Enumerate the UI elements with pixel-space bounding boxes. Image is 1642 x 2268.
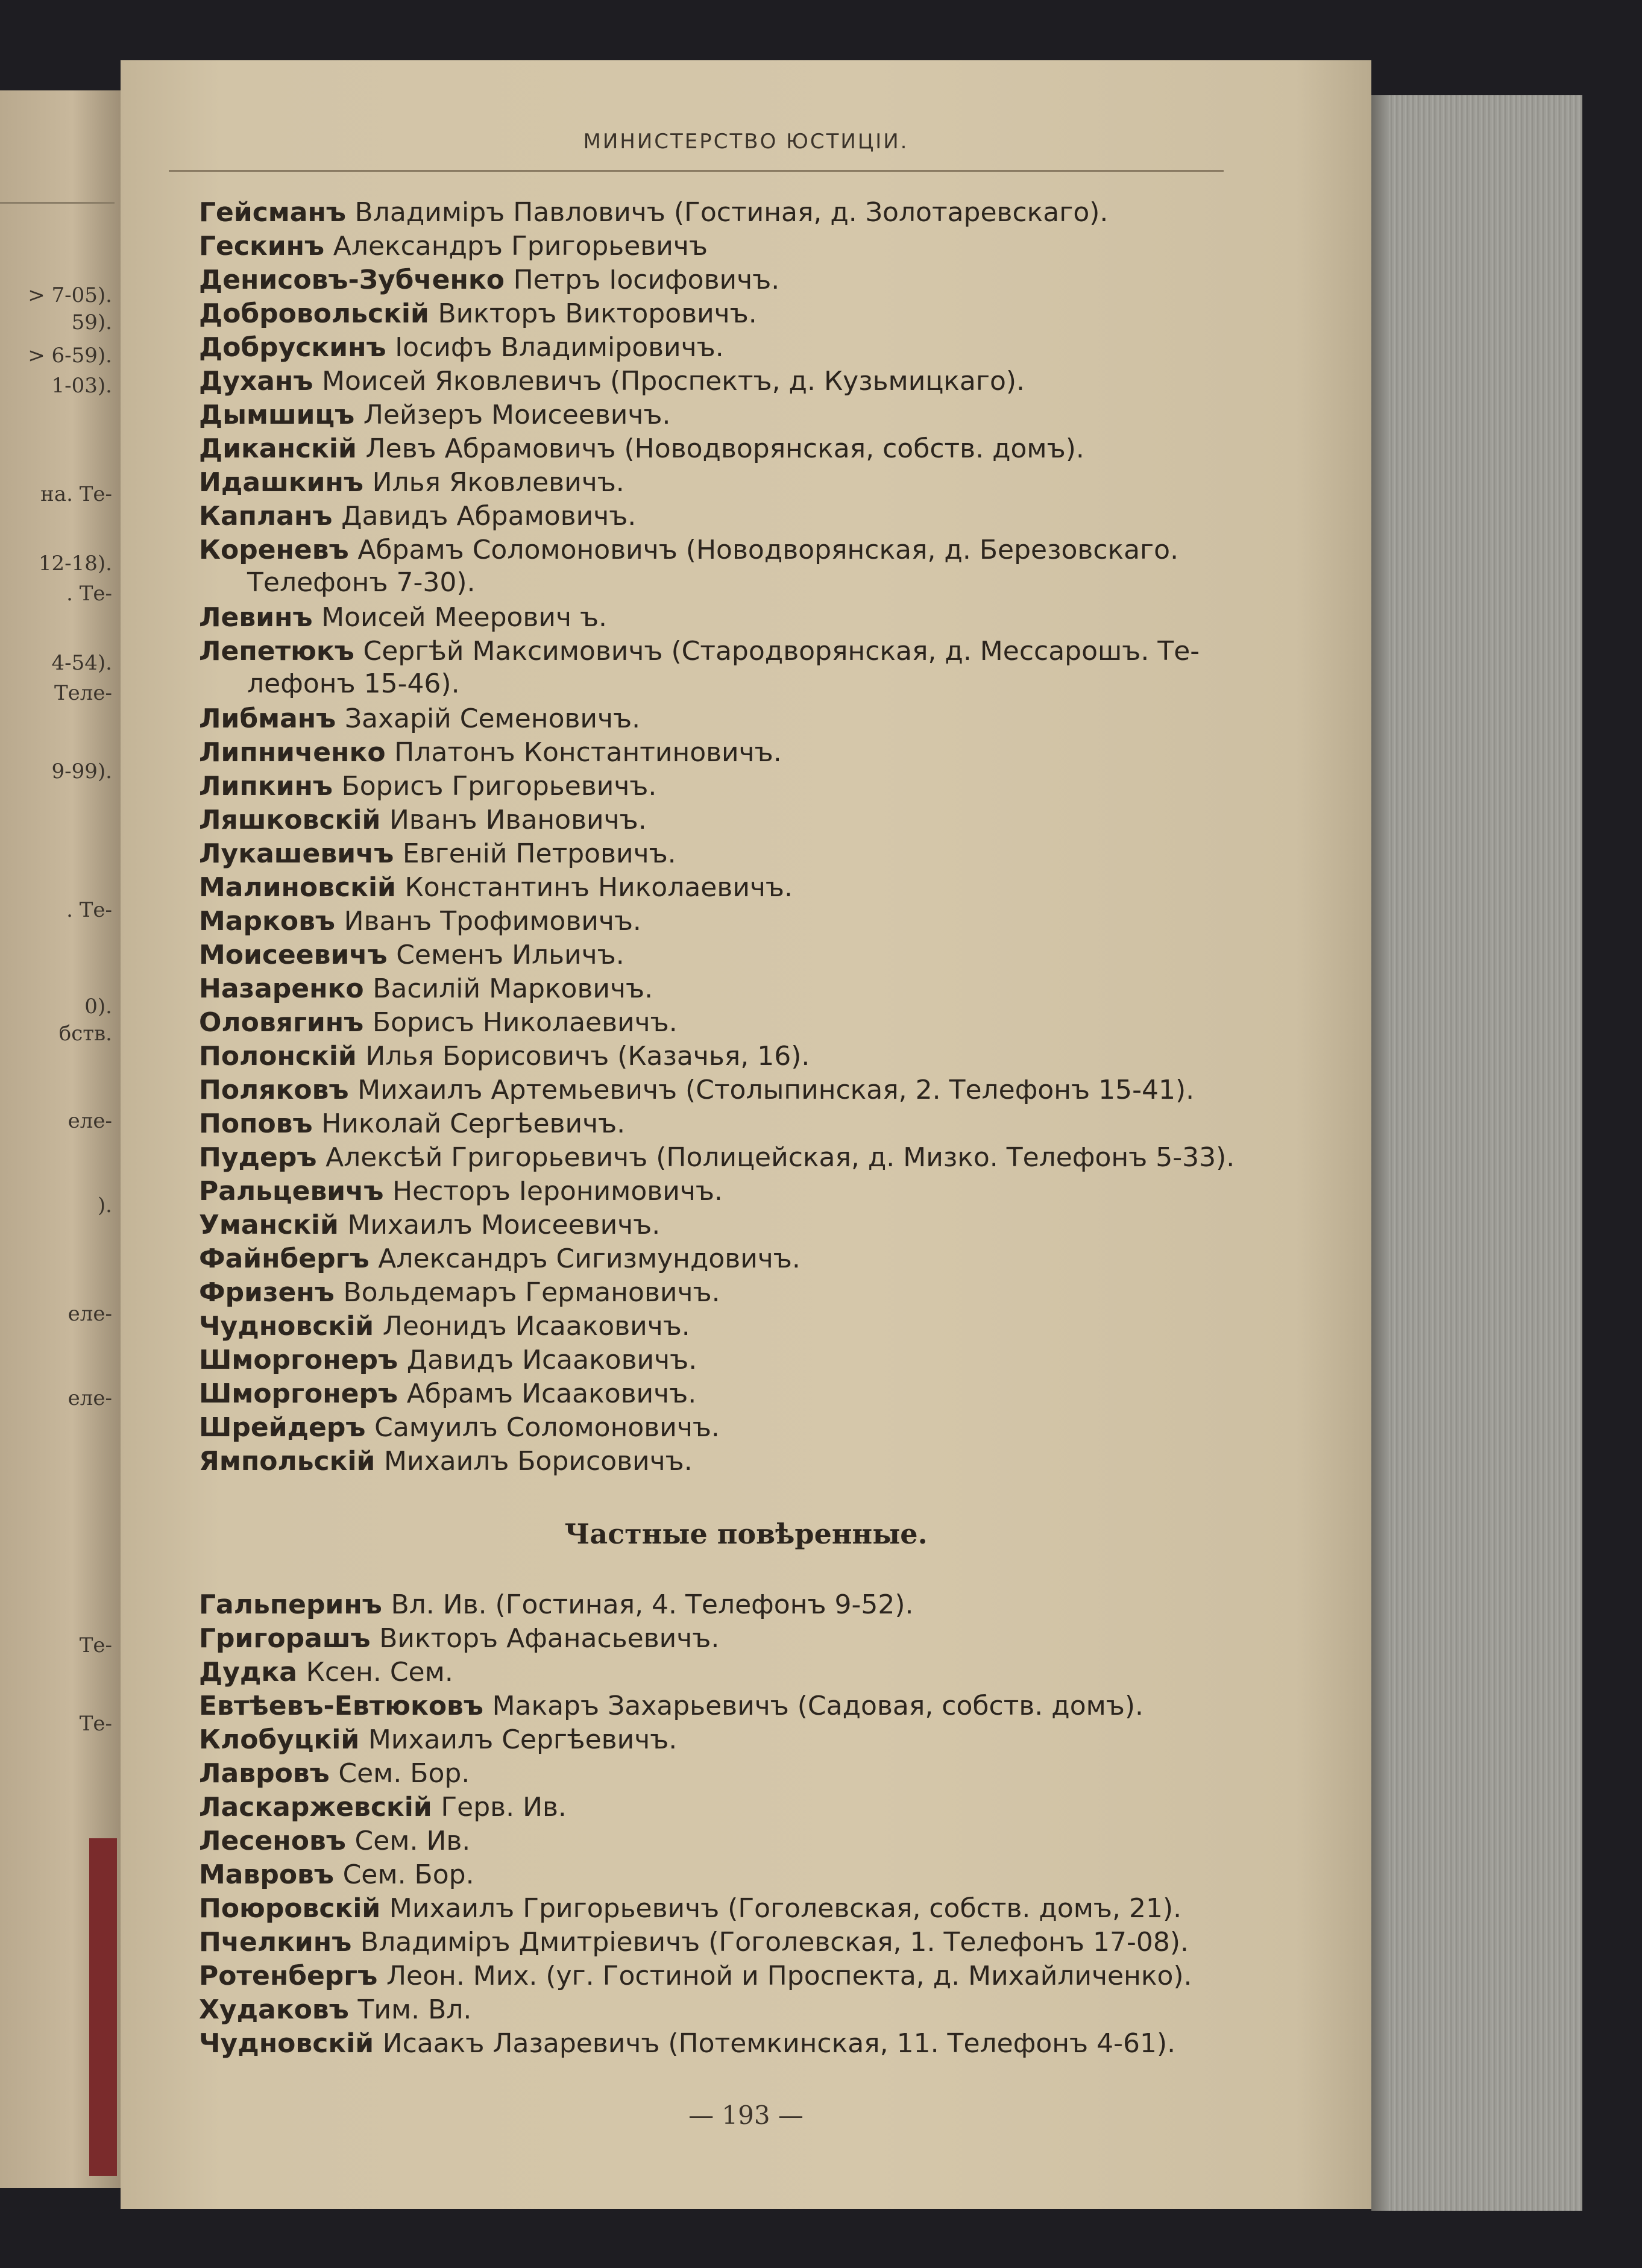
entry-details: Михаилъ Артемьевичъ (Столыпинская, 2. Телефонъ 15-41). <box>357 1075 1195 1105</box>
list-item <box>199 1619 1344 1657</box>
list-item <box>199 1138 1344 1176</box>
entry-surname: Лесеновъ <box>199 1826 346 1856</box>
entry-surname: Ямпольскій <box>199 1446 376 1477</box>
entry-surname: Ласкаржевскій <box>199 1792 432 1823</box>
entry-surname: Добровольскій <box>199 298 429 329</box>
entry-surname: Ральцевичъ <box>199 1176 384 1207</box>
entry-surname: Гальперинъ <box>199 1589 382 1620</box>
left-fragment: . Те- <box>66 898 112 922</box>
list-item <box>199 1172 1344 1210</box>
list-item <box>199 1956 1344 1995</box>
entry-surname: Полонскій <box>199 1041 357 1072</box>
entry-surname: Поляковъ <box>199 1075 349 1105</box>
entry-surname: Фризенъ <box>199 1277 335 1308</box>
entry-details: Давидъ Абрамовичъ. <box>341 501 637 532</box>
list-item <box>199 632 1344 670</box>
entry-surname: Денисовъ-Зубченко <box>199 265 505 295</box>
list-item <box>199 1374 1344 1413</box>
left-fragment: 12-18). <box>38 551 112 576</box>
entry-details: Герв. Ив. <box>441 1792 567 1823</box>
entry-surname: Шморгонеръ <box>199 1345 398 1375</box>
left-fragment: 0). <box>84 994 112 1019</box>
list-item <box>199 969 1344 1008</box>
entry-details: Макаръ Захарьевичъ (Садовая, собств. домъ). <box>492 1691 1144 1721</box>
list-item <box>199 2024 1344 2062</box>
section-title: Частные повѣренные. <box>564 1518 928 1550</box>
list-item <box>199 1585 1344 1624</box>
entry-surname: Либманъ <box>199 703 336 734</box>
list-item <box>199 193 1344 231</box>
entry-surname: Кореневъ <box>199 535 349 565</box>
left-fragment: Те- <box>79 1712 112 1736</box>
entry-surname: Файнбергъ <box>199 1243 370 1274</box>
list-item <box>199 362 1344 400</box>
list-item <box>199 429 1344 468</box>
list-item <box>199 834 1344 873</box>
entry-continuation: Телефонъ 7-30). <box>247 567 476 598</box>
entry-surname: Дудка <box>199 1657 297 1688</box>
entry-details: Викторъ Викторовичъ. <box>438 298 757 329</box>
list-item <box>199 294 1344 333</box>
list-item <box>199 1990 1344 2029</box>
entry-details: Сем. Ив. <box>354 1826 471 1856</box>
list-item <box>199 1003 1344 1041</box>
list-item <box>199 530 1344 569</box>
entry-surname: Идашкинъ <box>199 467 363 498</box>
list-item <box>199 1754 1344 1792</box>
entry-details: Петръ Іосифовичъ. <box>513 265 780 295</box>
entry-details: Самуилъ Соломоновичъ. <box>374 1412 720 1443</box>
entry-details: Николай Сергѣевичъ. <box>321 1108 626 1139</box>
entry-surname: Малиновскій <box>199 872 396 903</box>
list-item <box>199 1442 1344 1480</box>
entry-details: Василій Марковичъ. <box>373 973 653 1004</box>
entry-surname: Диканскій <box>199 433 357 464</box>
entry-surname: Пчелкинъ <box>199 1927 352 1958</box>
entry-details: Борисъ Николаевичъ. <box>372 1007 678 1038</box>
entry-details: Алексѣй Григорьевичъ (Полицейская, д. Мизко. Телефонъ 5-33). <box>326 1142 1235 1173</box>
entry-details: Иванъ Трофимовичъ. <box>344 906 641 937</box>
list-item <box>199 1889 1344 1927</box>
entry-details: Борисъ Григорьевичъ. <box>341 771 657 802</box>
left-page-rule <box>0 202 115 204</box>
entry-surname: Добрускинъ <box>199 332 386 363</box>
entry-details: Константинъ Николаевичъ. <box>404 872 793 903</box>
list-item <box>199 800 1344 839</box>
list-item <box>199 395 1344 434</box>
entry-details: Михаилъ Борисовичъ. <box>384 1446 693 1477</box>
book-spine <box>89 1838 117 2176</box>
entry-details: Леон. Мих. (уг. Гостиной и Проспекта, д. Михайличенко). <box>386 1961 1192 1991</box>
entry-surname: Худаковъ <box>199 1994 349 2025</box>
entry-details: Абрамъ Соломоновичъ (Новодворянская, д. Березовскаго. <box>357 535 1179 565</box>
left-fragment: 9-99). <box>51 759 112 784</box>
list-item <box>199 227 1344 265</box>
entry-details: Іосифъ Владиміровичъ. <box>395 332 724 363</box>
list-item <box>199 1855 1344 1894</box>
entry-details: Абрамъ Исааковичъ. <box>406 1378 697 1409</box>
entry-details: Ксен. Сем. <box>306 1657 453 1688</box>
entry-details: Евгеній Петровичъ. <box>402 838 676 869</box>
list-item <box>199 1686 1344 1725</box>
left-fragment: еле- <box>68 1109 112 1133</box>
entry-details: Давидъ Исааковичъ. <box>406 1345 697 1375</box>
entry-surname: Пудеръ <box>199 1142 317 1173</box>
left-fragment: Те- <box>79 1633 112 1657</box>
entry-surname: Моисеевичъ <box>199 940 388 970</box>
entry-surname: Клобуцкій <box>199 1724 360 1755</box>
entry-surname: Поповъ <box>199 1108 313 1139</box>
left-fragment: еле- <box>68 1302 112 1326</box>
entry-surname: Левинъ <box>199 602 313 633</box>
entry-details: Александръ Григорьевичъ <box>333 231 708 262</box>
left-fragment: > 7-05). <box>28 283 112 307</box>
list-item <box>199 1821 1344 1860</box>
entry-details: Моисей Яковлевичъ (Проспектъ, д. Кузьмицкаго). <box>322 366 1025 397</box>
entry-surname: Оловягинъ <box>199 1007 364 1038</box>
entry-details: Илья Борисовичъ (Казачья, 16). <box>365 1041 810 1072</box>
list-item <box>199 733 1344 771</box>
list-item <box>199 935 1344 974</box>
entry-surname: Дымшицъ <box>199 400 355 430</box>
list-item <box>199 902 1344 940</box>
page-block-edge <box>1371 95 1582 2211</box>
entry-surname: Ляшковскій <box>199 805 381 835</box>
page-block-shadow <box>1371 95 1389 2211</box>
left-fragment: 4-54). <box>51 651 112 675</box>
entry-surname: Липниченко <box>199 737 386 768</box>
list-item <box>199 1788 1344 1826</box>
list-item <box>199 1307 1344 1345</box>
entry-surname: Лукашевичъ <box>199 838 394 869</box>
left-fragment: 1-03). <box>51 374 112 398</box>
list-item <box>199 1239 1344 1278</box>
entry-details: Захарій Семеновичъ. <box>344 703 641 734</box>
entry-details: Александръ Сигизмундовичъ. <box>378 1243 801 1274</box>
entry-details: Викторъ Афанасьевичъ. <box>379 1623 720 1654</box>
entry-details: Несторъ Іеронимовичъ. <box>392 1176 723 1207</box>
entry-continuation: лефонъ 15-46). <box>247 668 460 699</box>
list-item <box>199 260 1344 299</box>
left-fragment: . Те- <box>66 582 112 606</box>
entry-surname: Мавровъ <box>199 1859 334 1890</box>
list-item <box>199 1340 1344 1379</box>
entry-details: Семенъ Ильичъ. <box>396 940 624 970</box>
left-fragment: > 6-59). <box>28 344 112 368</box>
entry-details: Иванъ Ивановичъ. <box>389 805 647 835</box>
main-page <box>121 60 1371 2209</box>
list-item <box>199 1653 1344 1691</box>
entry-surname: Духанъ <box>199 366 313 397</box>
entry-details: Вольдемаръ Германовичъ. <box>343 1277 720 1308</box>
list-item <box>199 1720 1344 1759</box>
entry-surname: Лепетюкъ <box>199 636 354 667</box>
left-fragment: Теле- <box>54 681 112 705</box>
entry-details: Лейзеръ Моисеевичъ. <box>363 400 671 430</box>
entry-surname: Лавровъ <box>199 1758 330 1789</box>
list-item <box>199 1070 1344 1109</box>
list-item <box>199 1273 1344 1311</box>
entry-surname: Назаренко <box>199 973 364 1004</box>
entry-surname: Григорашъ <box>199 1623 371 1654</box>
list-item <box>199 497 1344 535</box>
header-rule <box>169 170 1224 172</box>
entry-surname: Поюровскій <box>199 1893 381 1924</box>
entry-surname: Евтѣевъ-Евтюковъ <box>199 1691 483 1721</box>
entry-surname: Уманскій <box>199 1210 339 1240</box>
list-item <box>199 1104 1344 1143</box>
list-item <box>199 1037 1344 1075</box>
entry-surname: Гескинъ <box>199 231 325 262</box>
entry-details: Тим. Вл. <box>357 1994 472 2025</box>
list-item <box>199 868 1344 906</box>
entry-surname: Шрейдеръ <box>199 1412 366 1443</box>
list-item <box>199 463 1344 501</box>
running-header: МИНИСТЕРСТВО ЮСТИЦІИ. <box>583 130 909 154</box>
entry-details: Исаакъ Лазаревичъ (Потемкинская, 11. Телефонъ 4-61). <box>382 2028 1176 2059</box>
entry-details: Моисей Меерович ъ. <box>321 602 608 633</box>
entry-details: Платонъ Константиновичъ. <box>394 737 782 768</box>
entry-surname: Чудновскій <box>199 1311 374 1342</box>
entry-details: Михаилъ Моисеевичъ. <box>347 1210 661 1240</box>
left-fragment: 59). <box>71 310 112 335</box>
list-item <box>199 328 1344 366</box>
entry-details: Илья Яковлевичъ. <box>372 467 624 498</box>
list-item <box>199 598 1344 636</box>
entry-surname: Ротенбергъ <box>199 1961 378 1991</box>
left-fragment: на. Те- <box>40 482 112 506</box>
list-item <box>199 1923 1344 1961</box>
entry-details: Михаилъ Сергѣевичъ. <box>368 1724 678 1755</box>
left-fragment: еле- <box>68 1386 112 1410</box>
entry-details: Михаилъ Григорьевичъ (Гоголевская, собств. домъ, 21). <box>389 1893 1182 1924</box>
entry-details: Сем. Бор. <box>342 1859 474 1890</box>
entry-details: Сем. Бор. <box>338 1758 470 1789</box>
entry-surname: Капланъ <box>199 501 333 532</box>
entry-surname: Гейсманъ <box>199 197 346 228</box>
entry-surname: Чудновскій <box>199 2028 374 2059</box>
left-fragment: бств. <box>58 1022 112 1046</box>
list-item <box>199 1408 1344 1447</box>
entry-details: Владиміръ Павловичъ (Гостиная, д. Золотаревскаго). <box>354 197 1109 228</box>
list-item <box>199 1205 1344 1244</box>
entry-details: Вл. Ив. (Гостиная, 4. Телефонъ 9-52). <box>391 1589 914 1620</box>
list-item <box>199 767 1344 805</box>
entry-details: Владиміръ Дмитріевичъ (Гоголевская, 1. Телефонъ 17-08). <box>360 1927 1189 1958</box>
entry-surname: Марковъ <box>199 906 335 937</box>
list-item <box>199 699 1344 738</box>
entry-details: Сергѣй Максимовичъ (Стародворянская, д. Мессарошъ. Те- <box>363 636 1200 667</box>
entry-details: Левъ Абрамовичъ (Новодворянская, собств. домъ). <box>365 433 1084 464</box>
entry-surname: Липкинъ <box>199 771 333 802</box>
entry-details: Леонидъ Исааковичъ. <box>382 1311 690 1342</box>
left-fragment: ). <box>97 1193 112 1217</box>
entry-surname: Шморгонеръ <box>199 1378 398 1409</box>
page-number: — 193 — <box>688 2100 804 2130</box>
